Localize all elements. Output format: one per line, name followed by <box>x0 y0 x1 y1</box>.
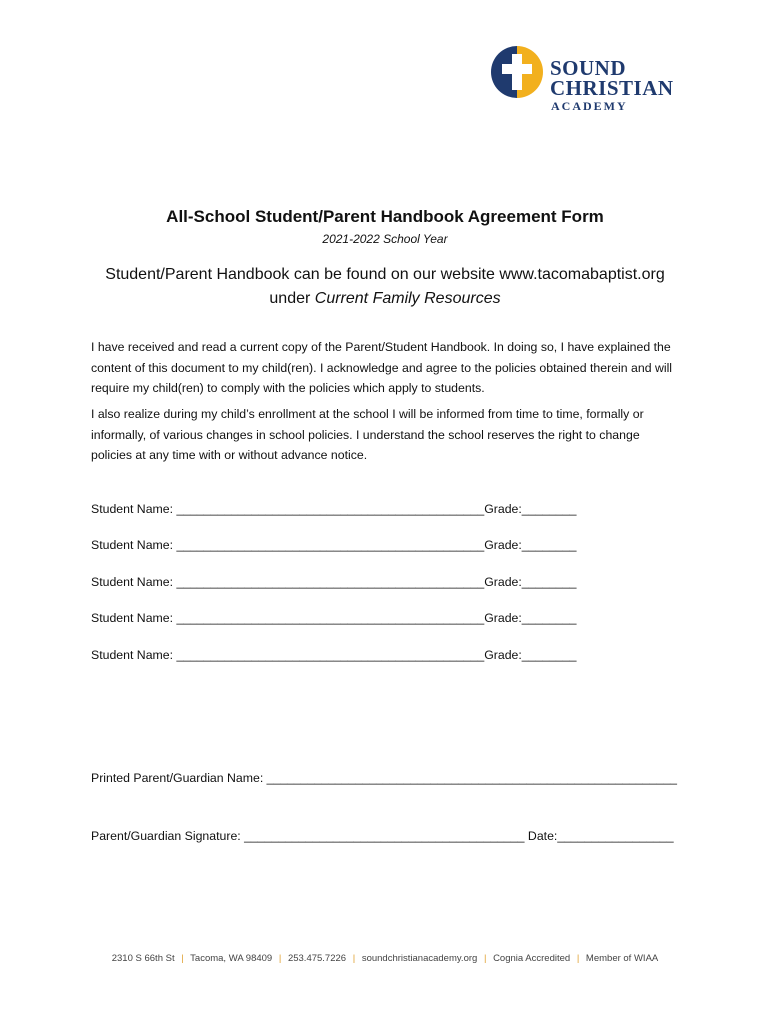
handbook-website-line: Student/Parent Handbook can be found on our website www.tacomabaptist.org <box>105 266 665 283</box>
footer-separator: | <box>576 953 580 964</box>
footer-city: Tacoma, WA 98409 <box>190 953 273 964</box>
school-logo <box>490 44 690 120</box>
policy-change-paragraph: I also realize during my child’s enrollment at the school I will be informed from time to time, formally or informally, of various changes in school policies. I understand the school reserves the right to change policies at any time with or without advance notice. <box>91 407 644 462</box>
location-resource: Current Family Resources <box>314 290 501 307</box>
logo-line-sound: SOUND <box>550 56 627 80</box>
form-title: All-School Student/Parent Handbook Agreement Form <box>166 207 604 226</box>
footer-separator: | <box>278 953 282 964</box>
location-prefix: under <box>269 290 315 307</box>
signature-field[interactable]: Parent/Guardian Signature: _________________________________________ Date:_________________ <box>91 829 674 843</box>
footer-separator: | <box>352 953 356 964</box>
logo-line-christian: CHRISTIAN <box>550 76 674 100</box>
footer-contact <box>0 953 770 964</box>
footer-accreditation: Cognia Accredited <box>493 953 571 964</box>
student-name-field[interactable]: Student Name: _____________________________________________Grade:________ <box>91 611 577 625</box>
agreement-paragraph: I have received and read a current copy of the Parent/Student Handbook. In doing so, I have explained the content of this document to my child(ren). I acknowledge and agree to the policies obtained therein and will require my child(ren) to comply with the policies which apply to students. <box>91 340 673 395</box>
footer-website: soundchristianacademy.org <box>361 953 478 964</box>
footer-address: 2310 S 66th St <box>111 953 175 964</box>
footer-separator: | <box>483 953 487 964</box>
logo-line-academy: ACADEMY <box>551 99 628 113</box>
student-name-field[interactable]: Student Name: _____________________________________________Grade:________ <box>91 502 577 516</box>
student-name-field[interactable]: Student Name: _____________________________________________Grade:________ <box>91 575 577 589</box>
student-name-field[interactable]: Student Name: _____________________________________________Grade:________ <box>91 538 577 552</box>
school-year: 2021-2022 School Year <box>322 232 448 246</box>
cross-logo-icon <box>490 44 544 100</box>
logo-wordmark <box>550 58 674 114</box>
handbook-location-line <box>0 290 770 308</box>
parent-name-field[interactable]: Printed Parent/Guardian Name: ____________________________________________________________ <box>91 771 677 785</box>
footer-separator: | <box>181 953 184 964</box>
footer-membership: Member of WIAA <box>585 953 659 964</box>
student-name-field[interactable]: Student Name: _____________________________________________Grade:________ <box>91 648 577 662</box>
footer-phone: 253.475.7226 <box>287 953 347 964</box>
